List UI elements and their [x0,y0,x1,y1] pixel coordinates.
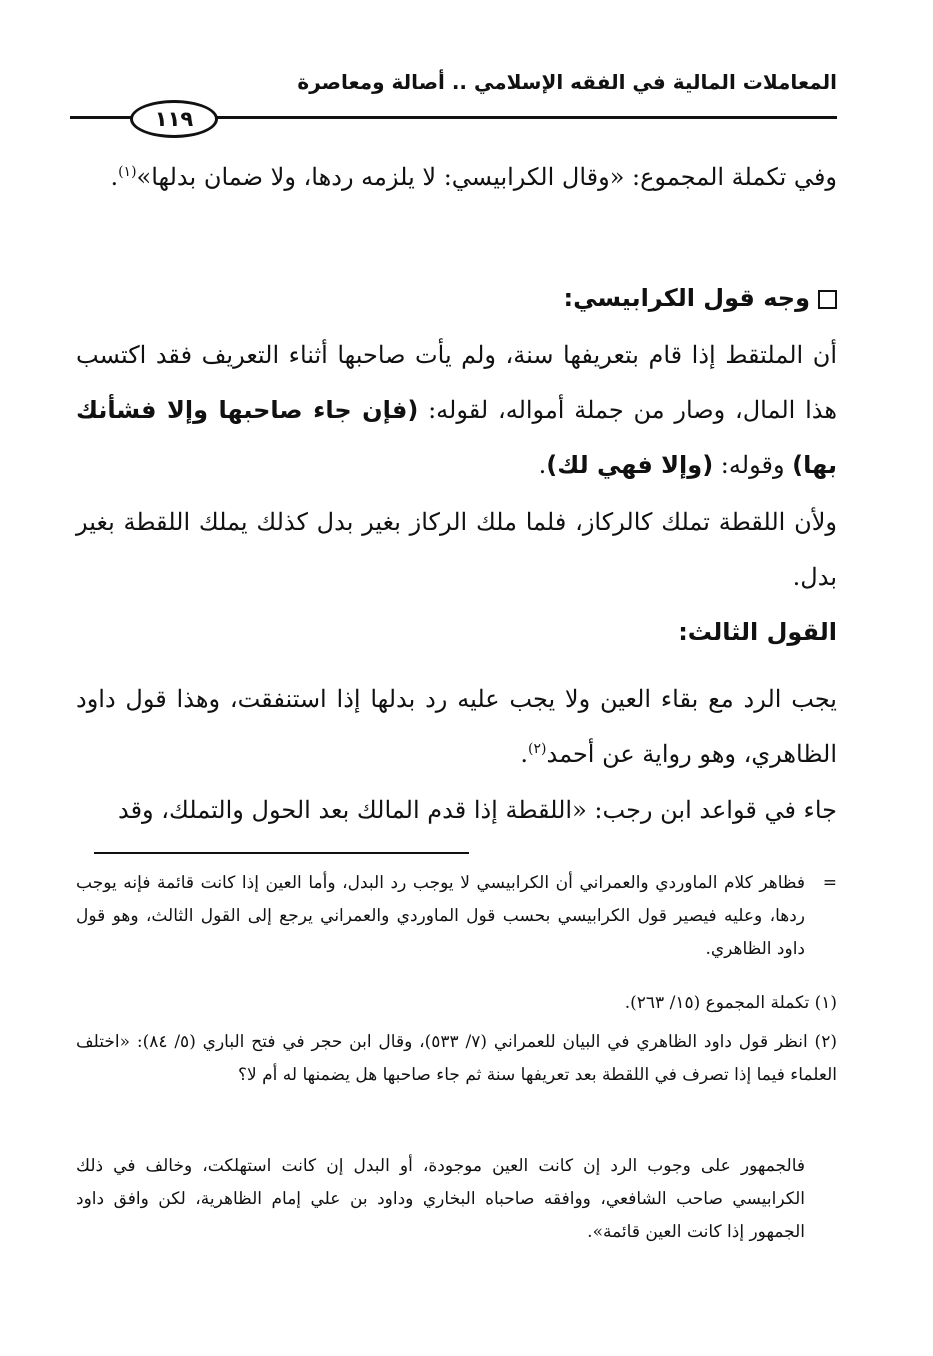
footnote-ref-1: (١) [118,164,137,180]
paragraph-end: . [110,163,119,191]
hadith-quote-1: (فإن جاء صاحبها وإلا فشأنك بها) [76,396,837,479]
footnote-text: فظاهر كلام الماوردي والعمراني أن الكرابيسي لا يوجب رد البدل، وأما العين إذا كانت قائمة فإنه يوجب ردها، وعليه فيصير قول الكرابيسي بحسب قول الماوردي والعمراني يرجع إلى القول الثالث، وهو قول داود الظاهري. [76,873,805,959]
paragraph-end: . [520,740,528,768]
paragraph-text: أن الملتقط إذا قام بتعريفها سنة، ولم يأت صاحبها أثناء التعريف فقد اكتسب هذا المال، وصار من جملة أمواله، لقوله: [76,341,838,424]
paragraph-rikaz-analogy: ولأن اللقطة تملك كالركاز، فلما ملك الركاز بغير بدل كذلك يملك اللقطة بغير بدل. [76,508,837,591]
footnote-2: (٢) انظر قول داود الظاهري في البيان للعمراني (٧/ ٥٣٣)، وقال ابن حجر في فتح الباري (٥/ ٨٤): «اختلف العلماء فيما إذا تصرف في اللقطة بعد تعريفها سنة ثم جاء صاحبها هل يضمنها له أم لا؟ [76,1032,837,1085]
paragraph-text-2: وقوله: [713,451,793,479]
heading-text: وجه قول الكرابيسي: [563,284,810,312]
paragraph-third-opinion [76,672,837,782]
footnote-continuation [76,867,837,966]
page-number: ١١٩ [130,100,218,138]
footnote-1: (١) تكملة المجموع (١٥/ ٢٦٣). [624,993,837,1013]
paragraph-text: يجب الرد مع بقاء العين ولا يجب عليه رد بدلها إذا استنفقت، وهذا قول داود الظاهري، وهو رواية عن أحمد [76,685,837,768]
paragraph-karabisi-reason [76,328,837,493]
hadith-quote-2: (وإلا فهي لك) [546,451,714,479]
footnote-ref-2: (٢) [528,741,547,757]
running-header-title: المعاملات المالية في الفقه الإسلامي .. أصالة ومعاصرة [297,70,837,94]
continuation-mark: = [822,873,837,893]
footnote-separator [94,852,469,854]
paragraph-text: وفي تكملة المجموع: «وقال الكرابيسي: لا يلزمه ردها، ولا ضمان بدلها» [136,163,837,191]
footnote-2-continued: فالجمهور على وجوب الرد إن كانت العين موجودة، أو البدل إن كانت استهلكت، وخالف في ذلك الكرابيسي صاحب الشافعي، ووافقه صاحباه البخاري وداود بن علي إمام الظاهرية، لكن وافق داود الجمهور إذا كانت العين قائمة». [76,1156,806,1242]
paragraph-end: . [538,451,547,479]
paragraph-ibn-rajab: جاء في قواعد ابن رجب: «اللقطة إذا قدم المالك بعد الحول والتملك، وقد [117,796,837,824]
section-heading-third-opinion: القول الثالث: [678,618,837,646]
checkbox-icon [818,290,837,309]
section-heading-karabisi [563,278,837,318]
paragraph-takmilat-quote [76,150,837,205]
